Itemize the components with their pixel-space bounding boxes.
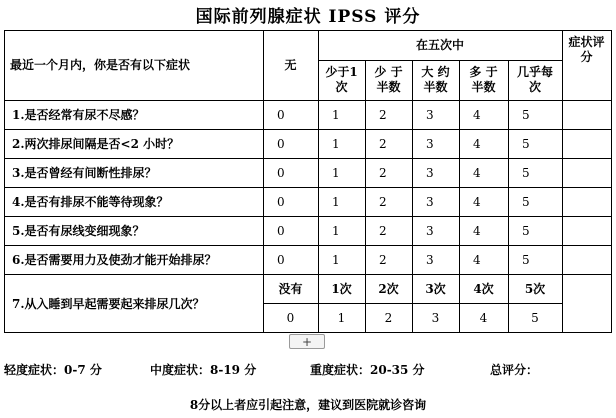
- symptom-score-cell[interactable]: [562, 216, 611, 245]
- score-value: 3: [426, 223, 434, 238]
- question-column-header: 最近一个月内，你是否有以下症状: [10, 57, 191, 72]
- score-value: 0: [277, 223, 285, 238]
- score-value: 5: [522, 223, 530, 238]
- table-rule: [4, 187, 612, 188]
- times-option: 没有: [278, 282, 303, 296]
- frequency-group-header: 在五次中: [415, 37, 464, 52]
- question-label: 5.是否有尿线变细现象？: [12, 224, 145, 238]
- score-value: 0: [277, 165, 285, 180]
- times-option: 2次: [378, 282, 399, 296]
- times-option: 1次: [331, 282, 352, 296]
- score-value: 1: [332, 194, 340, 209]
- table-rule: [4, 129, 612, 130]
- symptom-score-cell[interactable]: [562, 187, 611, 216]
- frequency-column-header: 少 于半数: [374, 65, 403, 94]
- frequency-column-header: 多 于半数: [469, 65, 498, 94]
- score-value: 3: [426, 136, 434, 151]
- times-option: 4次: [473, 282, 494, 296]
- score-value: 2: [379, 252, 387, 267]
- score-value: 3: [426, 107, 434, 122]
- table-rule: [611, 30, 612, 333]
- score-value: 2: [384, 310, 393, 325]
- total-score-label: 总评分：: [490, 363, 539, 377]
- score-value: 0: [277, 107, 285, 122]
- none-column-header: 无: [284, 57, 297, 72]
- moderate-range: 中度症状：8-19 分: [150, 363, 257, 377]
- score-value: 2: [379, 194, 387, 209]
- table-rule: [412, 60, 413, 333]
- score-value: 1: [337, 310, 346, 325]
- score-value: 3: [431, 310, 440, 325]
- score-value: 3: [426, 252, 434, 267]
- question-label: 4.是否有排尿不能等待现象？: [12, 195, 169, 209]
- score-value: 0: [286, 310, 295, 325]
- table-rule: [4, 245, 612, 246]
- table-rule: [4, 30, 5, 333]
- score-value: 4: [473, 252, 481, 267]
- severe-range: 重度症状：20-35 分: [310, 363, 425, 377]
- score-value: 5: [522, 107, 530, 122]
- question-label: 3.是否曾经有间断性排尿？: [12, 166, 157, 180]
- times-option: 5次: [524, 282, 546, 296]
- question-label: 1.是否经常有尿不尽感？: [12, 108, 145, 122]
- mild-range: 轻度症状：0-7 分: [4, 363, 102, 377]
- score-value: 4: [473, 107, 481, 122]
- score-value: 4: [473, 194, 481, 209]
- table-rule: [4, 216, 612, 217]
- symptom-score-cell[interactable]: [562, 129, 611, 158]
- score-value: 5: [522, 252, 530, 267]
- add-row-button[interactable]: +: [289, 334, 325, 349]
- symptom-score-cell[interactable]: [562, 158, 611, 187]
- score-value: 5: [531, 310, 539, 325]
- score-value: 4: [479, 310, 488, 325]
- score-value: 0: [277, 136, 285, 151]
- times-option: 3次: [425, 282, 446, 296]
- frequency-column-header: 少于1次: [325, 65, 358, 94]
- score-value: 1: [332, 252, 340, 267]
- score-value: 4: [473, 223, 481, 238]
- table-rule: [4, 274, 612, 275]
- score-value: 4: [473, 136, 481, 151]
- score-value: 0: [277, 252, 285, 267]
- score-value: 2: [379, 136, 387, 151]
- table-rule: [318, 30, 319, 333]
- score-value: 0: [277, 194, 285, 209]
- score-value: 2: [379, 223, 387, 238]
- score-value: 1: [332, 136, 340, 151]
- table-rule: [4, 30, 612, 31]
- score-value: 4: [473, 165, 481, 180]
- score-value: 3: [426, 194, 434, 209]
- symptom-score-cell[interactable]: [562, 245, 611, 274]
- score-value: 5: [522, 194, 530, 209]
- question-label: 7.从入睡到早起需要起来排尿几次？: [12, 296, 205, 311]
- score-value: 1: [332, 107, 340, 122]
- table-rule: [318, 60, 563, 61]
- symptom-score-cell[interactable]: [562, 100, 611, 129]
- frequency-column-header: 大 约半数: [421, 65, 450, 94]
- table-rule: [263, 303, 563, 304]
- score-value: 5: [522, 165, 530, 180]
- symptom-score-cell[interactable]: [562, 274, 611, 332]
- table-rule: [4, 100, 612, 101]
- score-value: 5: [522, 136, 530, 151]
- table-rule: [508, 60, 509, 333]
- score-value: 1: [332, 165, 340, 180]
- table-rule: [4, 158, 612, 159]
- table-rule: [263, 30, 264, 333]
- question-label: 6.是否需要用力及使劲才能开始排尿？: [12, 253, 217, 267]
- question-label: 2.两次排尿间隔是否<2 小时？: [12, 137, 180, 151]
- score-value: 1: [332, 223, 340, 238]
- score-value: 2: [379, 165, 387, 180]
- page-title: 国际前列腺症状 IPSS 评分: [195, 7, 421, 27]
- frequency-column-header: 几乎每次: [516, 65, 553, 94]
- score-value: 3: [426, 165, 434, 180]
- table-rule: [459, 60, 460, 333]
- score-value: 2: [379, 107, 387, 122]
- table-rule: [562, 30, 563, 333]
- score-column-header: 症状评分: [568, 35, 605, 64]
- table-rule: [4, 332, 612, 333]
- table-rule: [365, 60, 366, 333]
- advice-note: 8分以上者应引起注意，建议到医院就诊咨询: [189, 398, 427, 412]
